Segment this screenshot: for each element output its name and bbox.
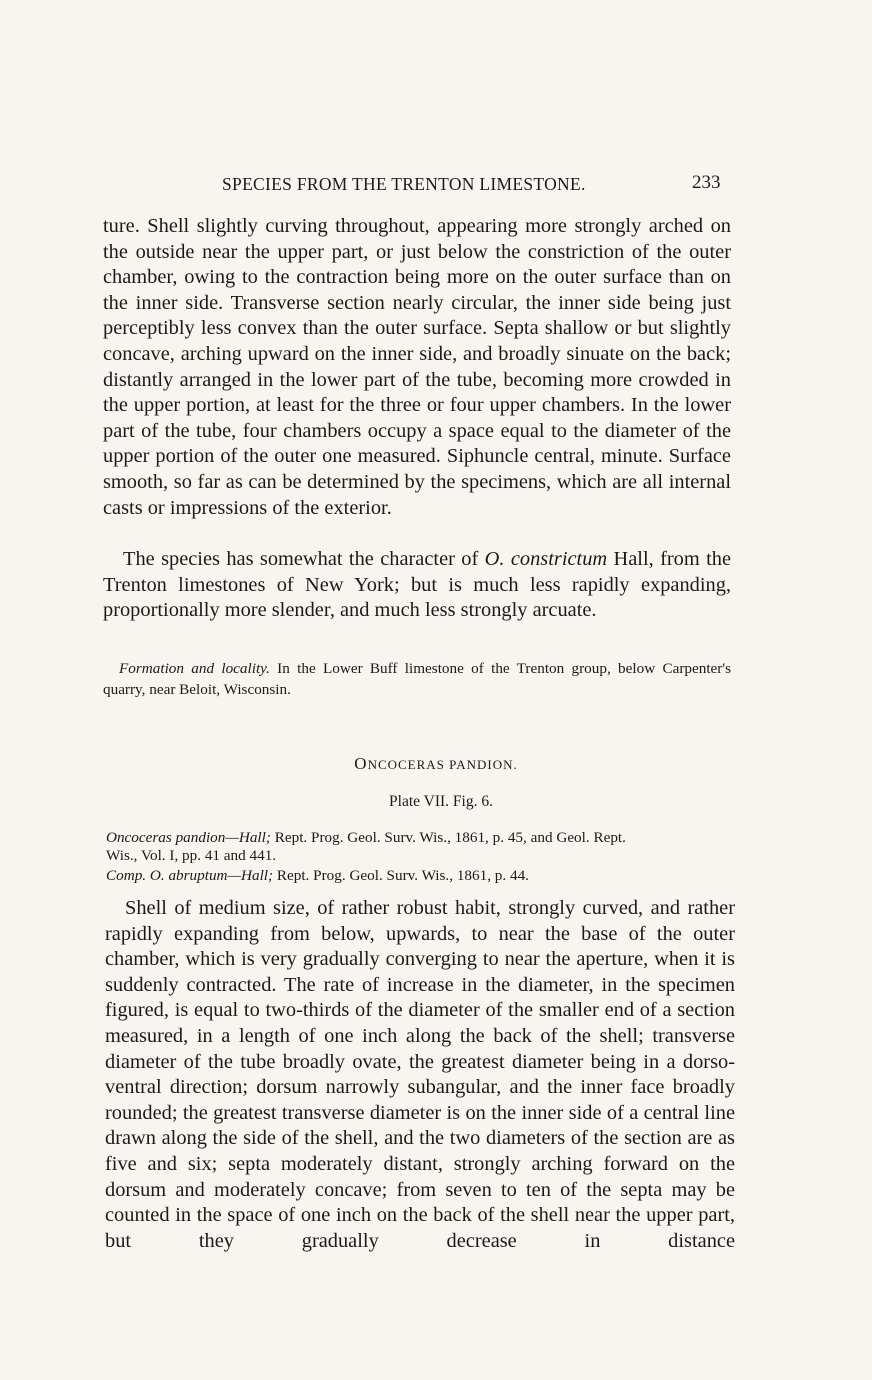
comparison-text-a: The species has somewhat the character of [123,548,485,570]
synonym-citation: Rept. Prog. Geol. Surv. Wis., 1861, p. 44. [273,867,529,884]
synonymy-entry [106,829,730,847]
paragraph-comparison [103,547,731,624]
plate-reference: Plate VII. Fig. 6. [389,793,493,810]
comparison-text-b: Hall, from the Trenton limestones of New York; but is much less rapidly expanding, proportionally more slender, and much less strongly arcuate. [103,548,732,622]
synonym-name: Oncoceras pandion—Hall; [106,829,271,846]
synonym-citation: Rept. Prog. Geol. Surv. Wis., 1861, p. 45, and Geol. Rept. [270,829,626,846]
comparison-section [103,547,731,624]
synonym-name: Comp. O. abruptum—Hall; [106,867,274,884]
continued-description [103,214,731,521]
page-header [0,174,872,198]
synonymy-entry-continued: Wis., Vol. I, pp. 41 and 441. [106,846,277,864]
synonymy-entry [106,867,730,885]
synonymy-list [106,829,730,885]
species-description [105,896,735,1254]
species-heading-initial: O [354,754,368,773]
paragraph-continued: ture. Shell slightly curving throughout, appearing more strongly arched on the outside near the upper part, or just below the constriction of the outer chamber, owing to the contraction being more on the outer surface than on the inner side. Transverse section nearly circular, the inner side being just perceptibly less convex than the outer surface. Septa shallow or but slightly concave, arching upward on the inner side, and broadly sinuate on the back; distantly arranged in the lower part of the tube, becoming more crowded in the upper portion, at least for the three or four upper chambers. In the lower part of the tube, four chambers occupy a space equal to the diameter of the upper portion of the outer one measured. Siphuncle central, minute. Surface smooth, so far as can be determined by the specimens, which are all internal casts or impressions of the exterior. [103,215,731,519]
page-number: 233 [692,172,721,193]
formation-label: Formation and locality. [119,660,270,677]
formation-text: In the Lower Buff limestone of the Trenton group, below Carpenter's quarry, near Beloit, Wisconsin. [103,660,731,698]
paragraph-description: Shell of medium size, of rather robust habit, strongly curved, and rather rapidly expanding from below, upwards, to near the base of the outer chamber, which is very gradually converging to near the aperture, when it is suddenly contracted. The rate of increase in the diameter, in the specimen figured, is equal to two-thirds of the diameter of the smaller end of a section measured, in a length of one inch along the back of the shell; transverse diameter of the tube broadly ovate, the greatest diameter being in a dorso-ventral direction; dorsum narrowly subangular, and the inner face broadly rounded; the greatest transverse diameter is on the inner side of a central line drawn along the side of the shell, and the two diameters of the section are as five and six; septa moderately distant, strongly arching forward on the dorsum and moderately concave; from seven to ten of the septa may be counted in the space of one inch on the back of the shell near the upper part, but they gradually decrease in distance [105,897,735,1252]
formation-paragraph [103,659,731,700]
species-reference: O. constrictum [484,548,608,570]
running-title: SPECIES FROM THE TRENTON LIMESTONE. [222,174,586,194]
formation-note [103,659,731,700]
species-heading [0,754,872,774]
species-heading-rest: NCOCERAS PANDION. [367,757,518,772]
